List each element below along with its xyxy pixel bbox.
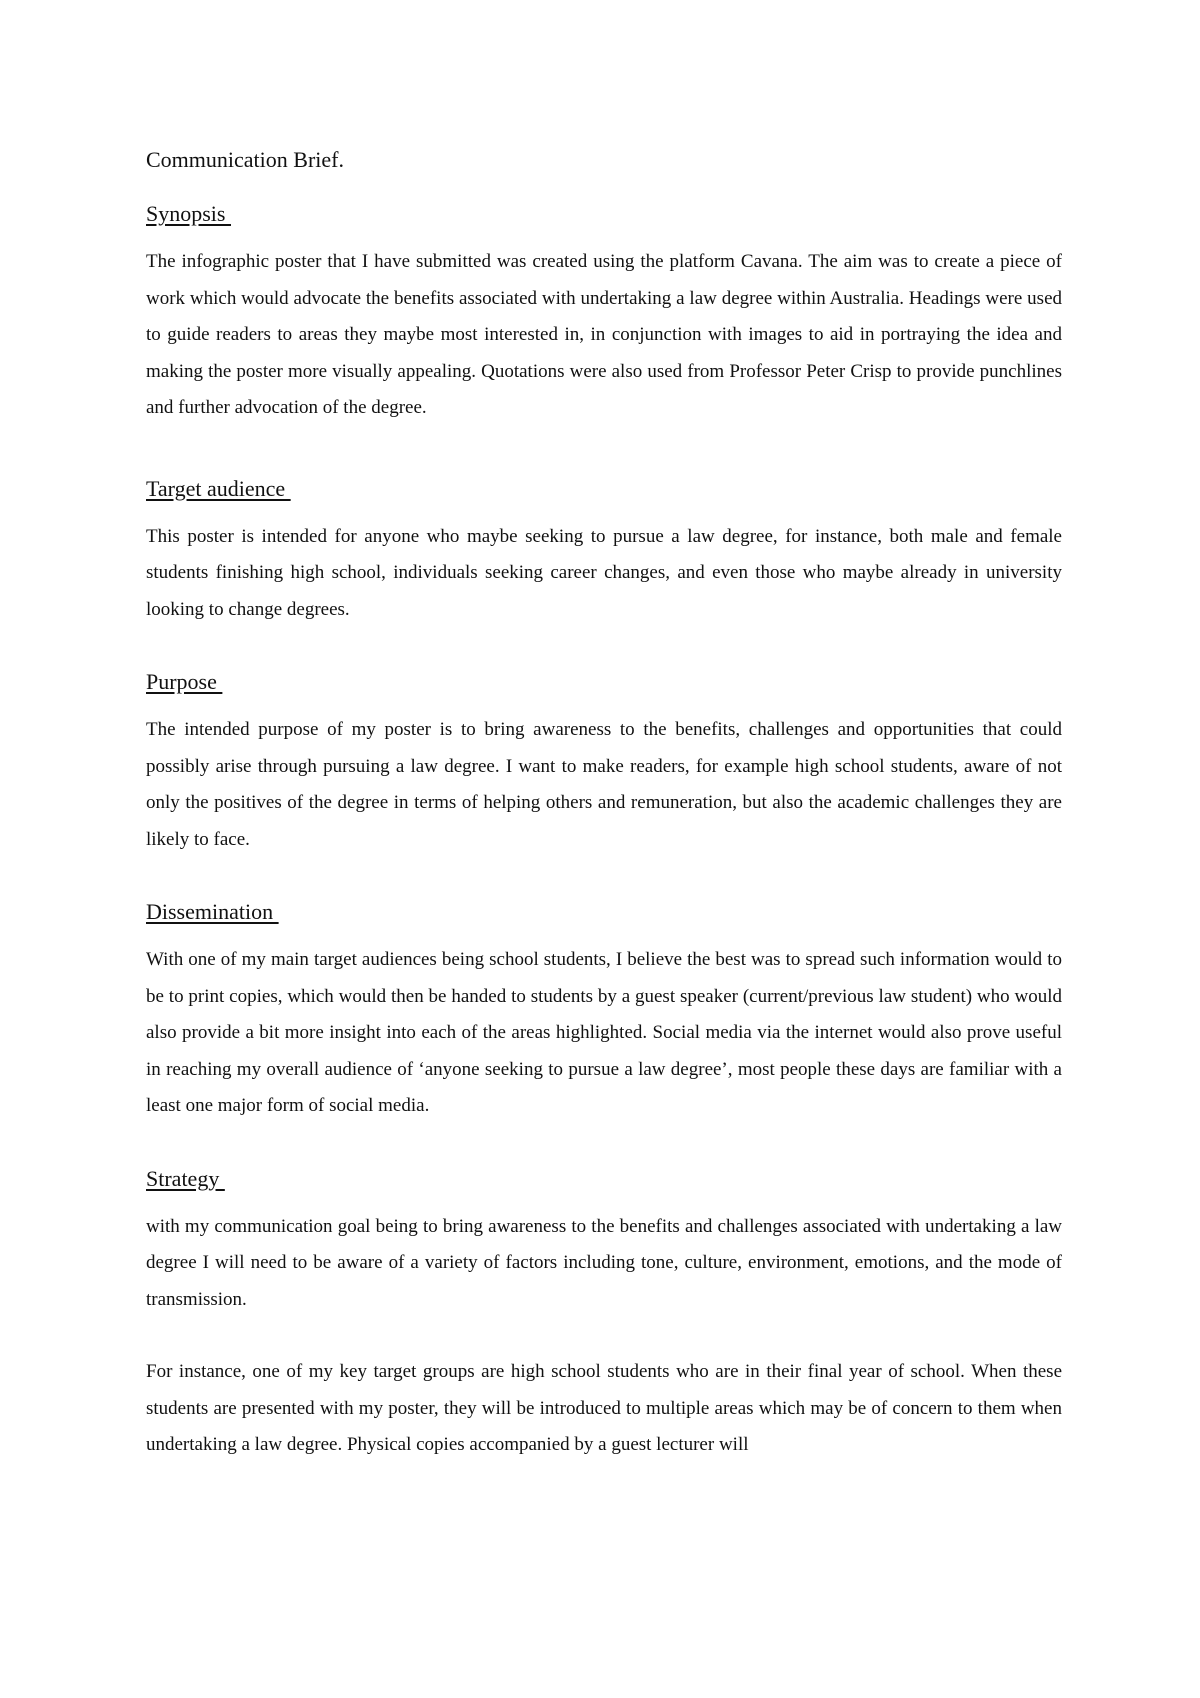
section-purpose <box>146 666 1062 858</box>
section-heading-synopsis: Synopsis <box>146 201 231 226</box>
section-dissemination <box>146 896 1062 1125</box>
paragraph-target-audience: This poster is intended for anyone who maybe seeking to pursue a law degree, for instance, both male and female students finishing high school, individuals seeking career changes, and even those who maybe already in university looking to change degrees. <box>146 525 1062 620</box>
section-heading-purpose: Purpose <box>146 669 223 694</box>
section-heading-dissemination: Dissemination <box>146 899 279 924</box>
paragraph-synopsis: The infographic poster that I have submitted was created using the platform Cavana. The aim was to create a piece of work which would advocate the benefits associated with undertaking a law degree within Australia. Headings were used to guide readers to areas they maybe most interested in, in conjunction with images to aid in portraying the idea and making the poster more visually appealing. Quotations were also used from Professor Peter Crisp to provide punchlines and further advocation of the degree. <box>146 251 1062 418</box>
paragraph-strategy-2: For instance, one of my key target groups are high school students who are in their final year of school. When these students are presented with my poster, they will be introduced to multiple areas which may be of concern to them when undertaking a law degree. Physical copies accompanied by a guest lecturer will <box>146 1361 1062 1455</box>
section-heading-strategy: Strategy <box>146 1165 225 1191</box>
document-body <box>146 144 1062 1502</box>
document-title: Communication Brief. <box>146 147 344 172</box>
section-target-audience <box>146 473 1062 629</box>
section-heading-target-audience: Target audience <box>146 475 291 501</box>
paragraph-strategy-1: with my communication goal being to bring awareness to the benefits and challenges associated with undertaking a law degree I will need to be aware of a variety of factors including tone, culture, environment, emotions, and the mode of transmission. <box>146 1215 1062 1310</box>
section-strategy <box>146 1163 1062 1464</box>
section-synopsis <box>146 198 1062 427</box>
paragraph-purpose: The intended purpose of my poster is to bring awareness to the benefits, challenges and opportunities that could possibly arise through pursuing a law degree. I want to make readers, for example high school students, aware of not only the positives of the degree in terms of helping others and remuneration, but also the academic challenges they are likely to face. <box>146 719 1062 850</box>
paragraph-dissemination: With one of my main target audiences being school students, I believe the best was to spread such information would to be to print copies, which would then be handed to students by a guest speaker (current/previous law student) who would also provide a bit more insight into each of the areas highlighted. Social media via the internet would also prove useful in reaching my overall audience of ‘anyone seeking to pursue a law degree’, most people these days are familiar with a least one major form of social media. <box>146 949 1062 1116</box>
